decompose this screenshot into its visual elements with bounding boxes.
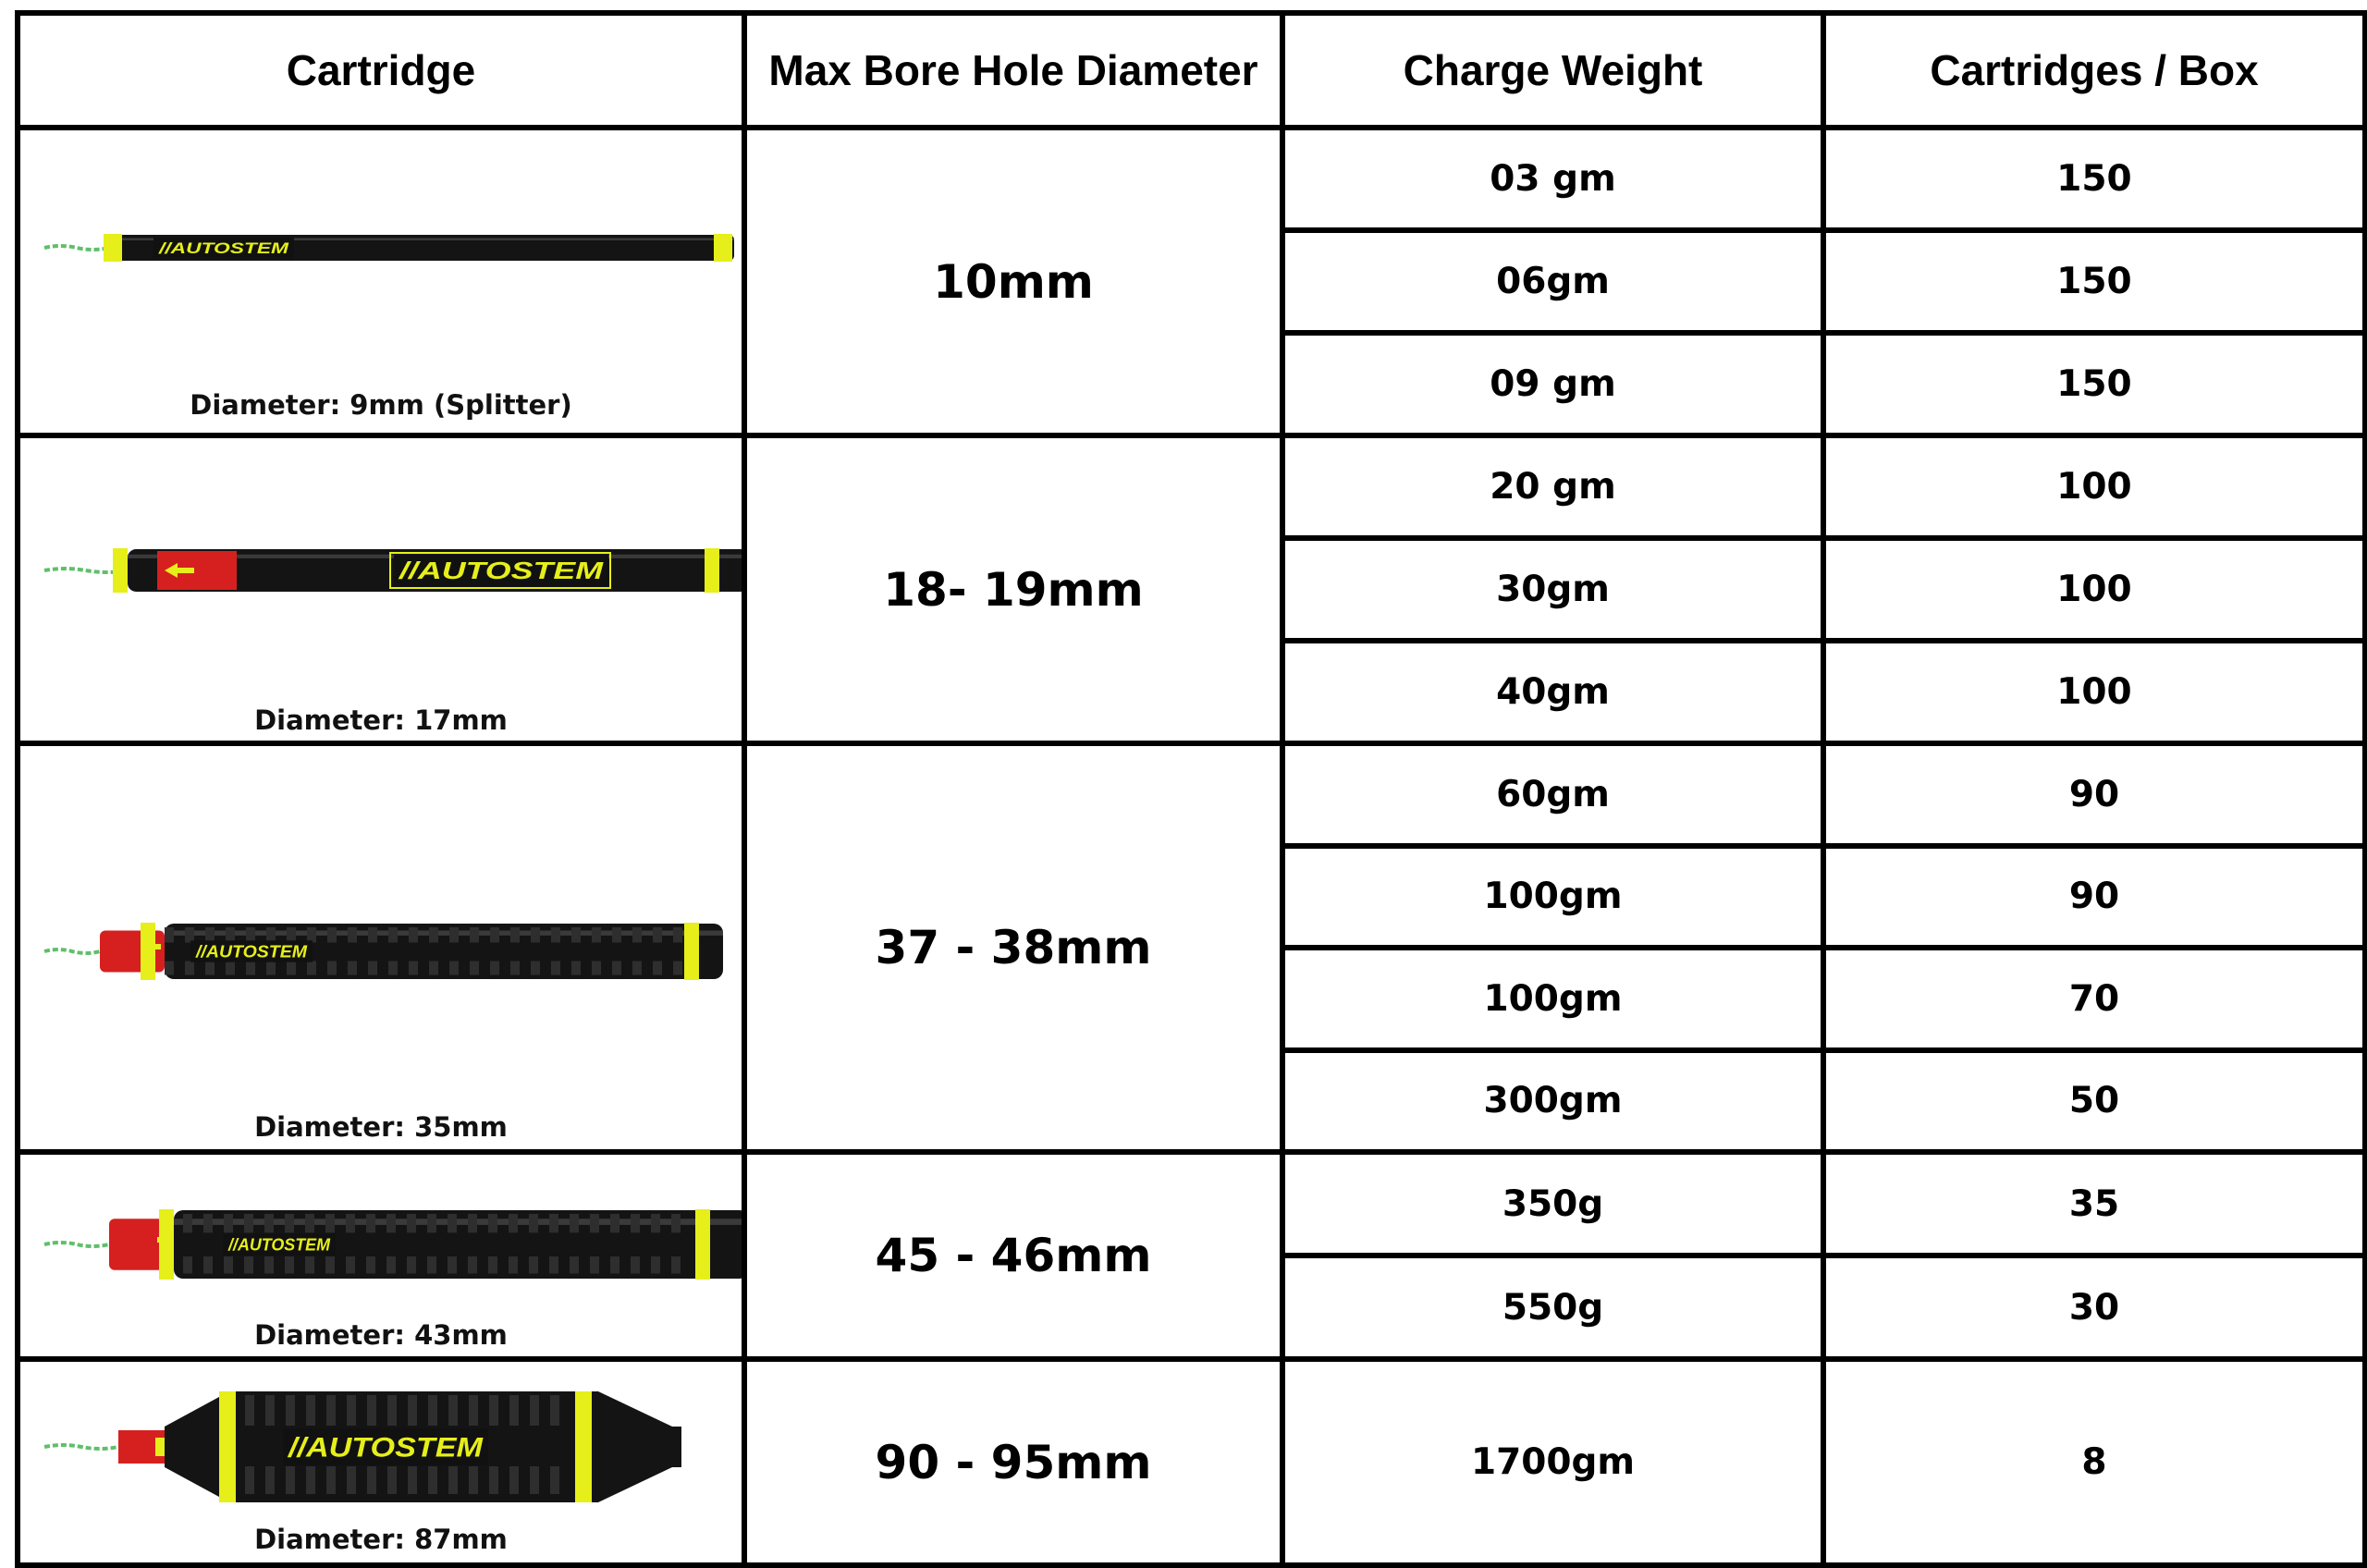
yellow-band <box>714 234 732 262</box>
cartridge-spec-table <box>15 10 2367 1568</box>
charge-weight-cell: 60gm <box>1282 743 1823 846</box>
cartridges-per-box-cell: 90 <box>1823 846 2365 949</box>
table-row <box>18 1152 2365 1256</box>
cartridge-image <box>20 746 742 1149</box>
cartridges-per-box-cell: 100 <box>1823 435 2365 538</box>
cartridges-per-box-cell: 100 <box>1823 538 2365 641</box>
max-bore-hole-diameter-cell: 10mm <box>744 128 1282 435</box>
header-max-bore-hole-diameter: Max Bore Hole Diameter <box>744 13 1282 128</box>
cartridge-cell <box>18 435 744 743</box>
cartridge-diameter-caption: Diameter: 87mm <box>254 1524 508 1555</box>
charge-weight-cell: 30gm <box>1282 538 1823 641</box>
charge-weight-cell: 09 gm <box>1282 333 1823 435</box>
yellow-band <box>695 1209 710 1280</box>
max-bore-hole-diameter-cell: 90 - 95mm <box>744 1359 1282 1565</box>
cartridges-per-box-cell: 150 <box>1823 230 2365 333</box>
yellow-band <box>705 548 719 593</box>
cartridge-image <box>20 1362 742 1562</box>
cartridge-drawing <box>20 438 744 741</box>
cartridge-drawing <box>20 130 744 433</box>
autostem-brand: //AUTOSTEM <box>286 1432 484 1464</box>
detonating-cord <box>44 246 109 250</box>
yellow-band <box>219 1391 236 1502</box>
header-charge-weight: Charge Weight <box>1282 13 1823 128</box>
header-cartridges-per-box: Cartridges / Box <box>1823 13 2365 128</box>
cartridges-per-box-cell: 70 <box>1823 948 2365 1050</box>
detonating-cord <box>44 1243 109 1246</box>
charge-weight-cell: 03 gm <box>1282 128 1823 230</box>
charge-weight-cell: 1700gm <box>1282 1359 1823 1565</box>
table-row <box>18 435 2365 538</box>
charge-weight-cell: 20 gm <box>1282 435 1823 538</box>
cartridge-cell <box>18 743 744 1152</box>
cartridge-cell <box>18 1359 744 1565</box>
autostem-brand: //AUTOSTEM <box>227 1235 331 1255</box>
autostem-brand: //AUTOSTEM <box>157 239 290 257</box>
cartridge-diameter-caption: Diameter: 17mm <box>254 704 508 736</box>
cartridge-diameter-caption: Diameter: 9mm (Splitter) <box>190 389 572 421</box>
cartridge-diameter-caption: Diameter: 43mm <box>254 1319 508 1351</box>
cartridges-per-box-cell: 150 <box>1823 333 2365 435</box>
max-bore-hole-diameter-cell: 18- 19mm <box>744 435 1282 743</box>
yellow-band <box>684 923 699 980</box>
cartridges-per-box-cell: 90 <box>1823 743 2365 846</box>
cartridge-cell <box>18 1152 744 1359</box>
cartridges-per-box-cell: 50 <box>1823 1050 2365 1153</box>
table-row <box>18 128 2365 230</box>
header-row <box>18 13 2365 128</box>
cartridges-per-box-cell: 100 <box>1823 641 2365 743</box>
cartridges-per-box-cell: 150 <box>1823 128 2365 230</box>
charge-weight-cell: 350g <box>1282 1152 1823 1256</box>
yellow-band <box>159 1209 174 1280</box>
detonating-cord <box>44 1445 118 1449</box>
yellow-band <box>575 1391 592 1502</box>
charge-weight-cell: 100gm <box>1282 948 1823 1050</box>
max-bore-hole-diameter-cell: 45 - 46mm <box>744 1152 1282 1359</box>
cartridge-cell <box>18 128 744 435</box>
table-row <box>18 743 2365 846</box>
table-row <box>18 1359 2365 1565</box>
cartridges-per-box-cell: 35 <box>1823 1152 2365 1256</box>
detonating-cord <box>44 949 100 953</box>
charge-weight-cell: 06gm <box>1282 230 1823 333</box>
cartridges-per-box-cell: 30 <box>1823 1256 2365 1359</box>
yellow-band <box>104 234 122 262</box>
cartridge-image <box>20 1155 742 1356</box>
max-bore-hole-diameter-cell: 37 - 38mm <box>744 743 1282 1152</box>
cartridge-image <box>20 438 742 741</box>
cartridge-drawing <box>20 746 744 1149</box>
charge-weight-cell: 40gm <box>1282 641 1823 743</box>
cartridges-per-box-cell: 8 <box>1823 1359 2365 1565</box>
charge-weight-cell: 550g <box>1282 1256 1823 1359</box>
yellow-band <box>141 923 155 980</box>
header-cartridge: Cartridge <box>18 13 744 128</box>
autostem-brand: //AUTOSTEM <box>194 942 309 962</box>
cartridge-image <box>20 130 742 433</box>
cartridge-diameter-caption: Diameter: 35mm <box>254 1111 508 1143</box>
charge-weight-cell: 100gm <box>1282 846 1823 949</box>
charge-weight-cell: 300gm <box>1282 1050 1823 1153</box>
autostem-brand: //AUTOSTEM <box>398 557 605 585</box>
yellow-band <box>113 548 128 593</box>
